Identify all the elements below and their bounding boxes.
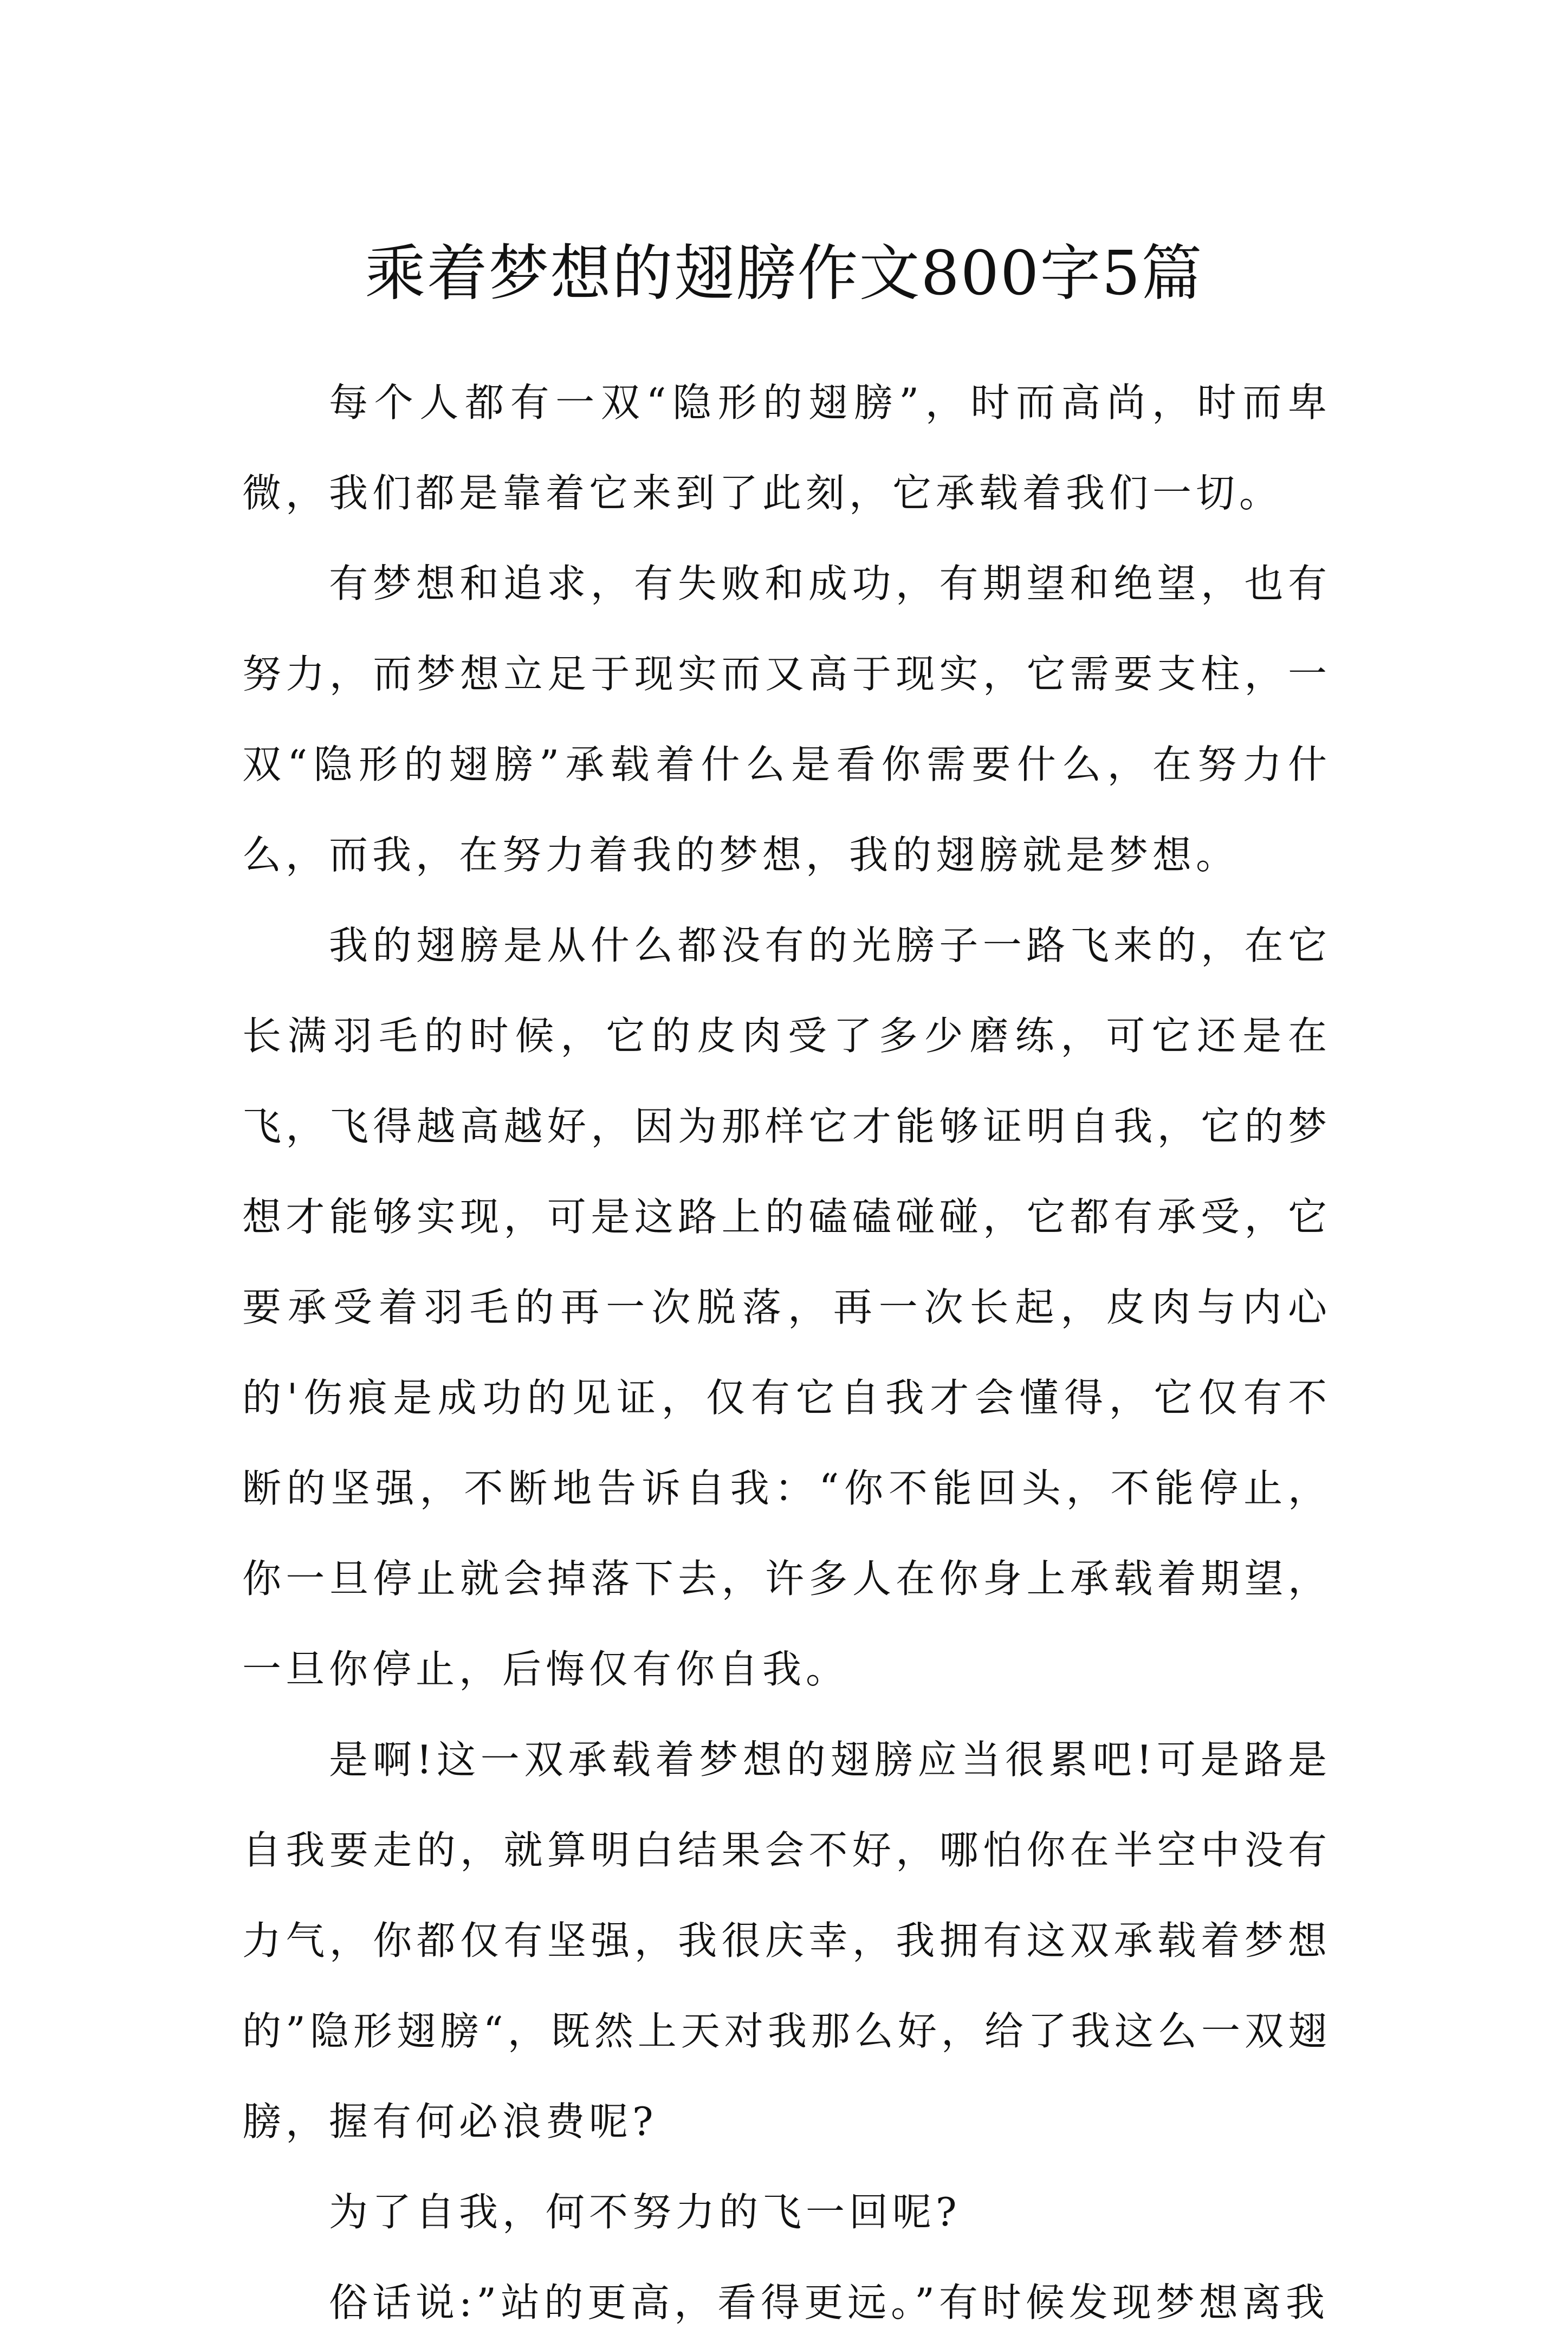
paragraph: 是啊!这一双承载着梦想的翅膀应当很累吧!可是路是自我要走的，就算明白结果会不好，哪怕你在半空中没有力气，你都仅有坚强，我很庆幸，我拥有这双承载着梦想的”隐形翅膀“，既然上天对我那么好，给了我这么一双翅膀，握有何必浪费呢? [242, 1737, 1331, 2144]
document-title: 乘着梦想的翅膀作文800字5篇 [365, 238, 1203, 309]
paragraph: 俗话说:”站的更高，看得更远。”有时候发现梦想离我 [329, 2280, 1329, 2325]
paragraph: 为了自我，何不努力的飞一回呢? [329, 2189, 961, 2235]
paragraph: 有梦想和追求，有失败和成功，有期望和绝望，也有努力，而梦想立足于现实而又高于现实，它需要支柱，一双“隐形的翅膀”承载着什么是看你需要什么，在努力什么，而我，在努力着我的梦想，我的翅膀就是梦想。 [242, 561, 1331, 878]
document-body [242, 358, 1331, 2348]
paragraph: 每个人都有一双“隐形的翅膀”，时而高尚，时而卑微，我们都是靠着它来到了此刻，它承载着我们一切。 [242, 380, 1331, 516]
paragraph: 我的翅膀是从什么都没有的光膀子一路飞来的，在它长满羽毛的时候，它的皮肉受了多少磨练，可它还是在飞，飞得越高越好，因为那样它才能够证明自我，它的梦想才能够实现，可是这路上的磕磕碰碰，它都有承受，它要承受着羽毛的再一次脱落，再一次长起，皮肉与内心的'伤痕是成功的见证，仅有它自我才会懂得，它仅有不断的坚强，不断地告诉自我：“你不能回头，不能停止，你一旦停止就会掉落下去，许多人在你身上承载着期望，一旦你停止，后悔仅有你自我。 [242, 923, 1331, 1692]
